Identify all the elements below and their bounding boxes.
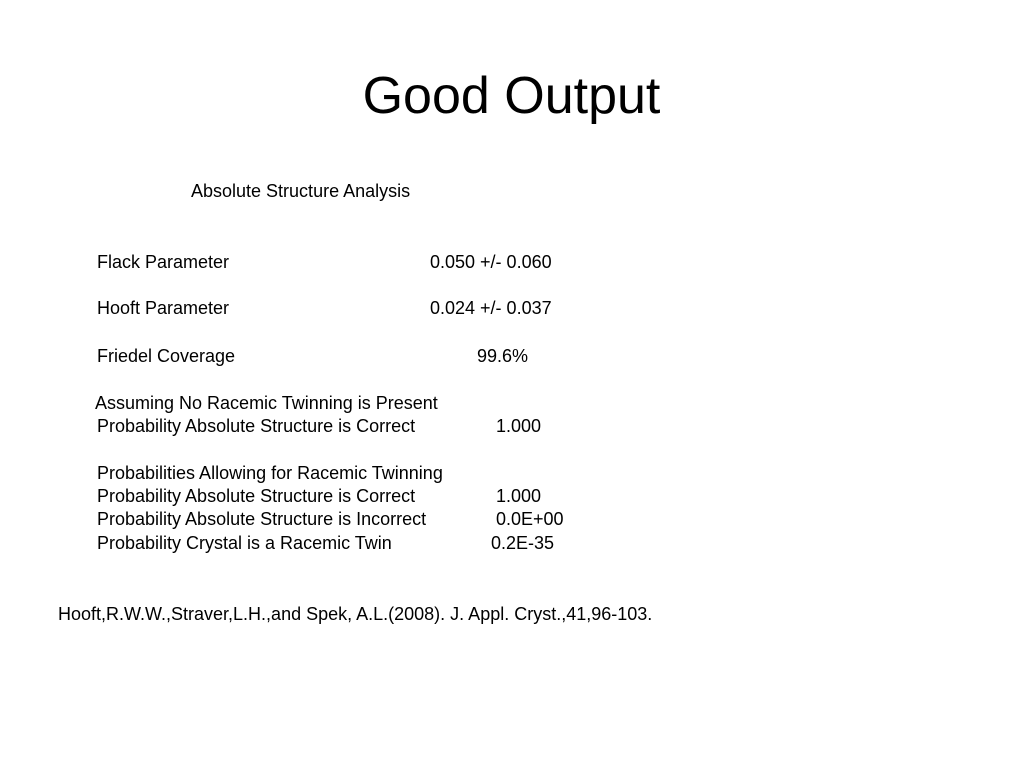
no-twin-heading: Assuming No Racemic Twinning is Present [95, 393, 438, 413]
no-twin-correct-label: Probability Absolute Structure is Correct [97, 416, 416, 436]
flack-value: 0.050 +/- 0.060 [430, 252, 552, 272]
hooft-value: 0.024 +/- 0.037 [430, 298, 552, 318]
friedel-label: Friedel Coverage [97, 346, 236, 366]
twin-racemic-value: 0.2E-35 [491, 533, 555, 553]
twin-incorrect-value: 0.0E+00 [496, 509, 564, 529]
citation: Hooft,R.W.W.,Straver,L.H.,and Spek, A.L.(2008). J. Appl. Cryst.,41,96-103. [58, 604, 653, 624]
twin-correct-label: Probability Absolute Structure is Correct [97, 486, 416, 506]
slide-title: Good Output [362, 67, 661, 125]
friedel-value: 99.6% [477, 346, 529, 366]
hooft-label: Hooft Parameter [97, 298, 230, 318]
twin-heading: Probabilities Allowing for Racemic Twinning [97, 463, 443, 483]
twin-racemic-label: Probability Crystal is a Racemic Twin [97, 533, 392, 553]
no-twin-correct-value: 1.000 [496, 416, 542, 436]
twin-incorrect-label: Probability Absolute Structure is Incorrect [97, 509, 427, 529]
twin-correct-value: 1.000 [496, 486, 542, 506]
flack-label: Flack Parameter [97, 252, 230, 272]
section-heading: Absolute Structure Analysis [191, 181, 411, 201]
